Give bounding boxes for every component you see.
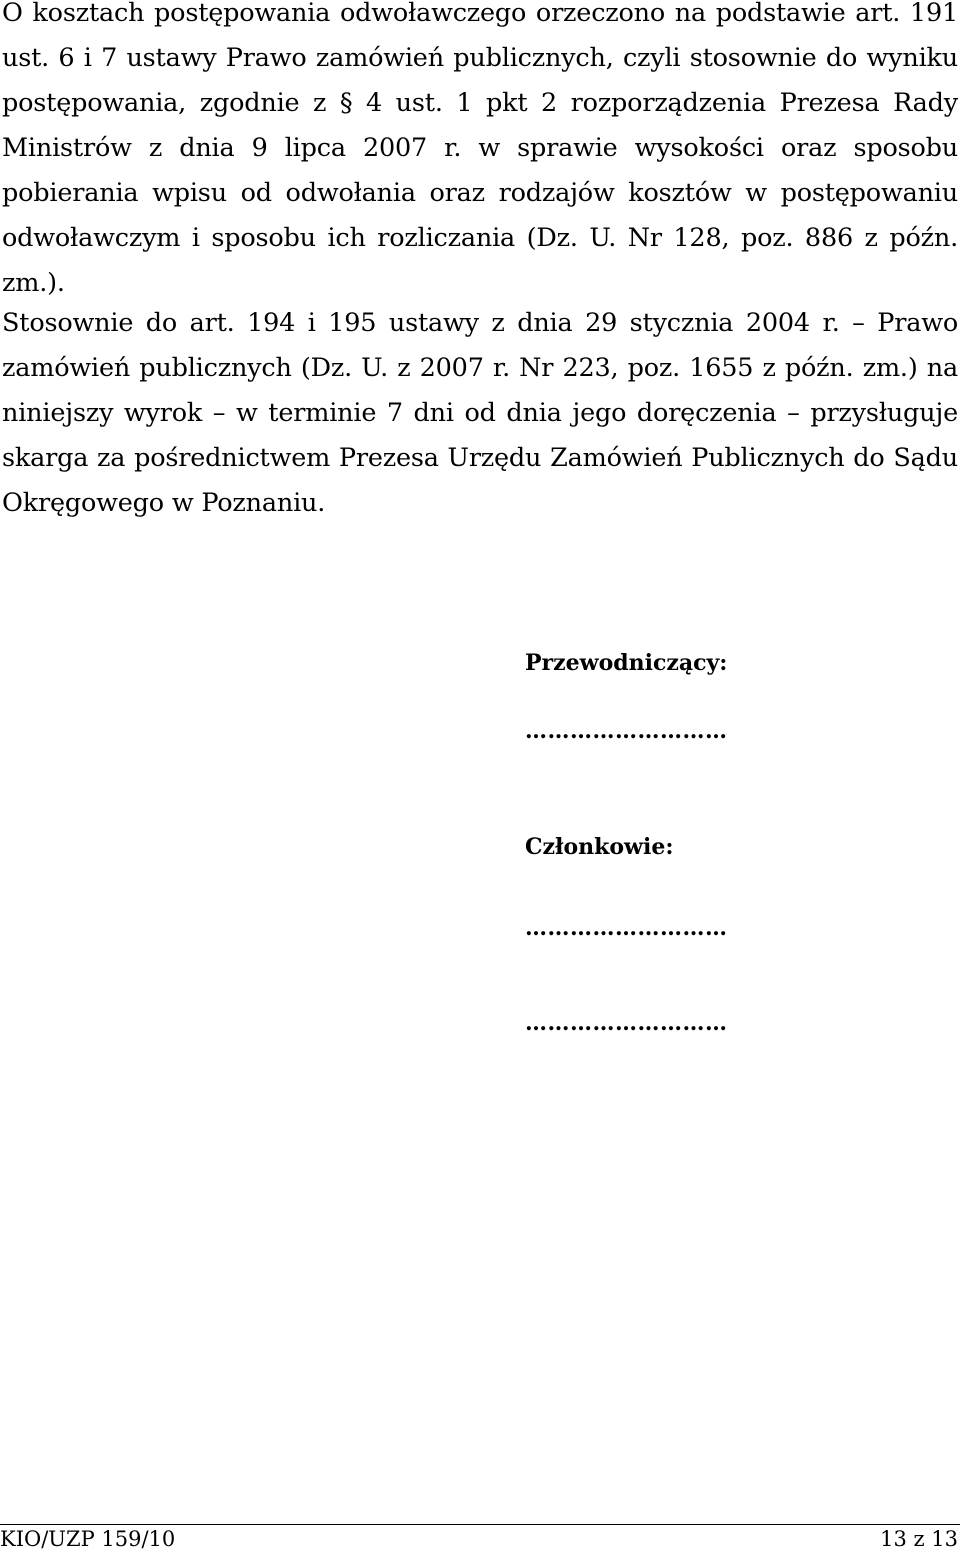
chair-label: Przewodniczący: [525, 650, 728, 676]
case-number: KIO/UZP 159/10 [0, 1527, 176, 1551]
members-label: Członkowie: [525, 834, 674, 860]
chair-signature-line: ……………………… [525, 718, 728, 744]
member-1-signature-line: ……………………… [525, 915, 728, 941]
footer-divider [0, 1524, 960, 1525]
page-number: 13 z 13 [880, 1527, 958, 1551]
costs-paragraph: O kosztach postępowania odwoławczego orzeczono na podstawie art. 191 ust. 6 i 7 ustawy Prawo zamówień publicznych, czyli stosownie do wyniku postępowania, zgodnie z § 4 ust. 1 pkt 2 rozporządzenia Prezesa Rady Ministrów z dnia 9 lipca 2007 r. w sprawie wysokości oraz sposobu pobierania wpisu od odwołania oraz rodzajów kosztów w postępowaniu odwoławczym i sposobu ich rozliczania (Dz. U. Nr 128, poz. 886 z późn. zm.). [2, 0, 958, 298]
member-2-signature-line: ……………………… [525, 1010, 728, 1036]
appeal-paragraph: Stosownie do art. 194 i 195 ustawy z dnia 29 stycznia 2004 r. – Prawo zamówień publicznych (Dz. U. z 2007 r. Nr 223, poz. 1655 z późn. zm.) na niniejszy wyrok – w terminie 7 dni od dnia jego doręczenia – przysługuje skarga za pośrednictwem Prezesa Urzędu Zamówień Publicznych do Sądu Okręgowego w Poznaniu. [2, 308, 958, 518]
